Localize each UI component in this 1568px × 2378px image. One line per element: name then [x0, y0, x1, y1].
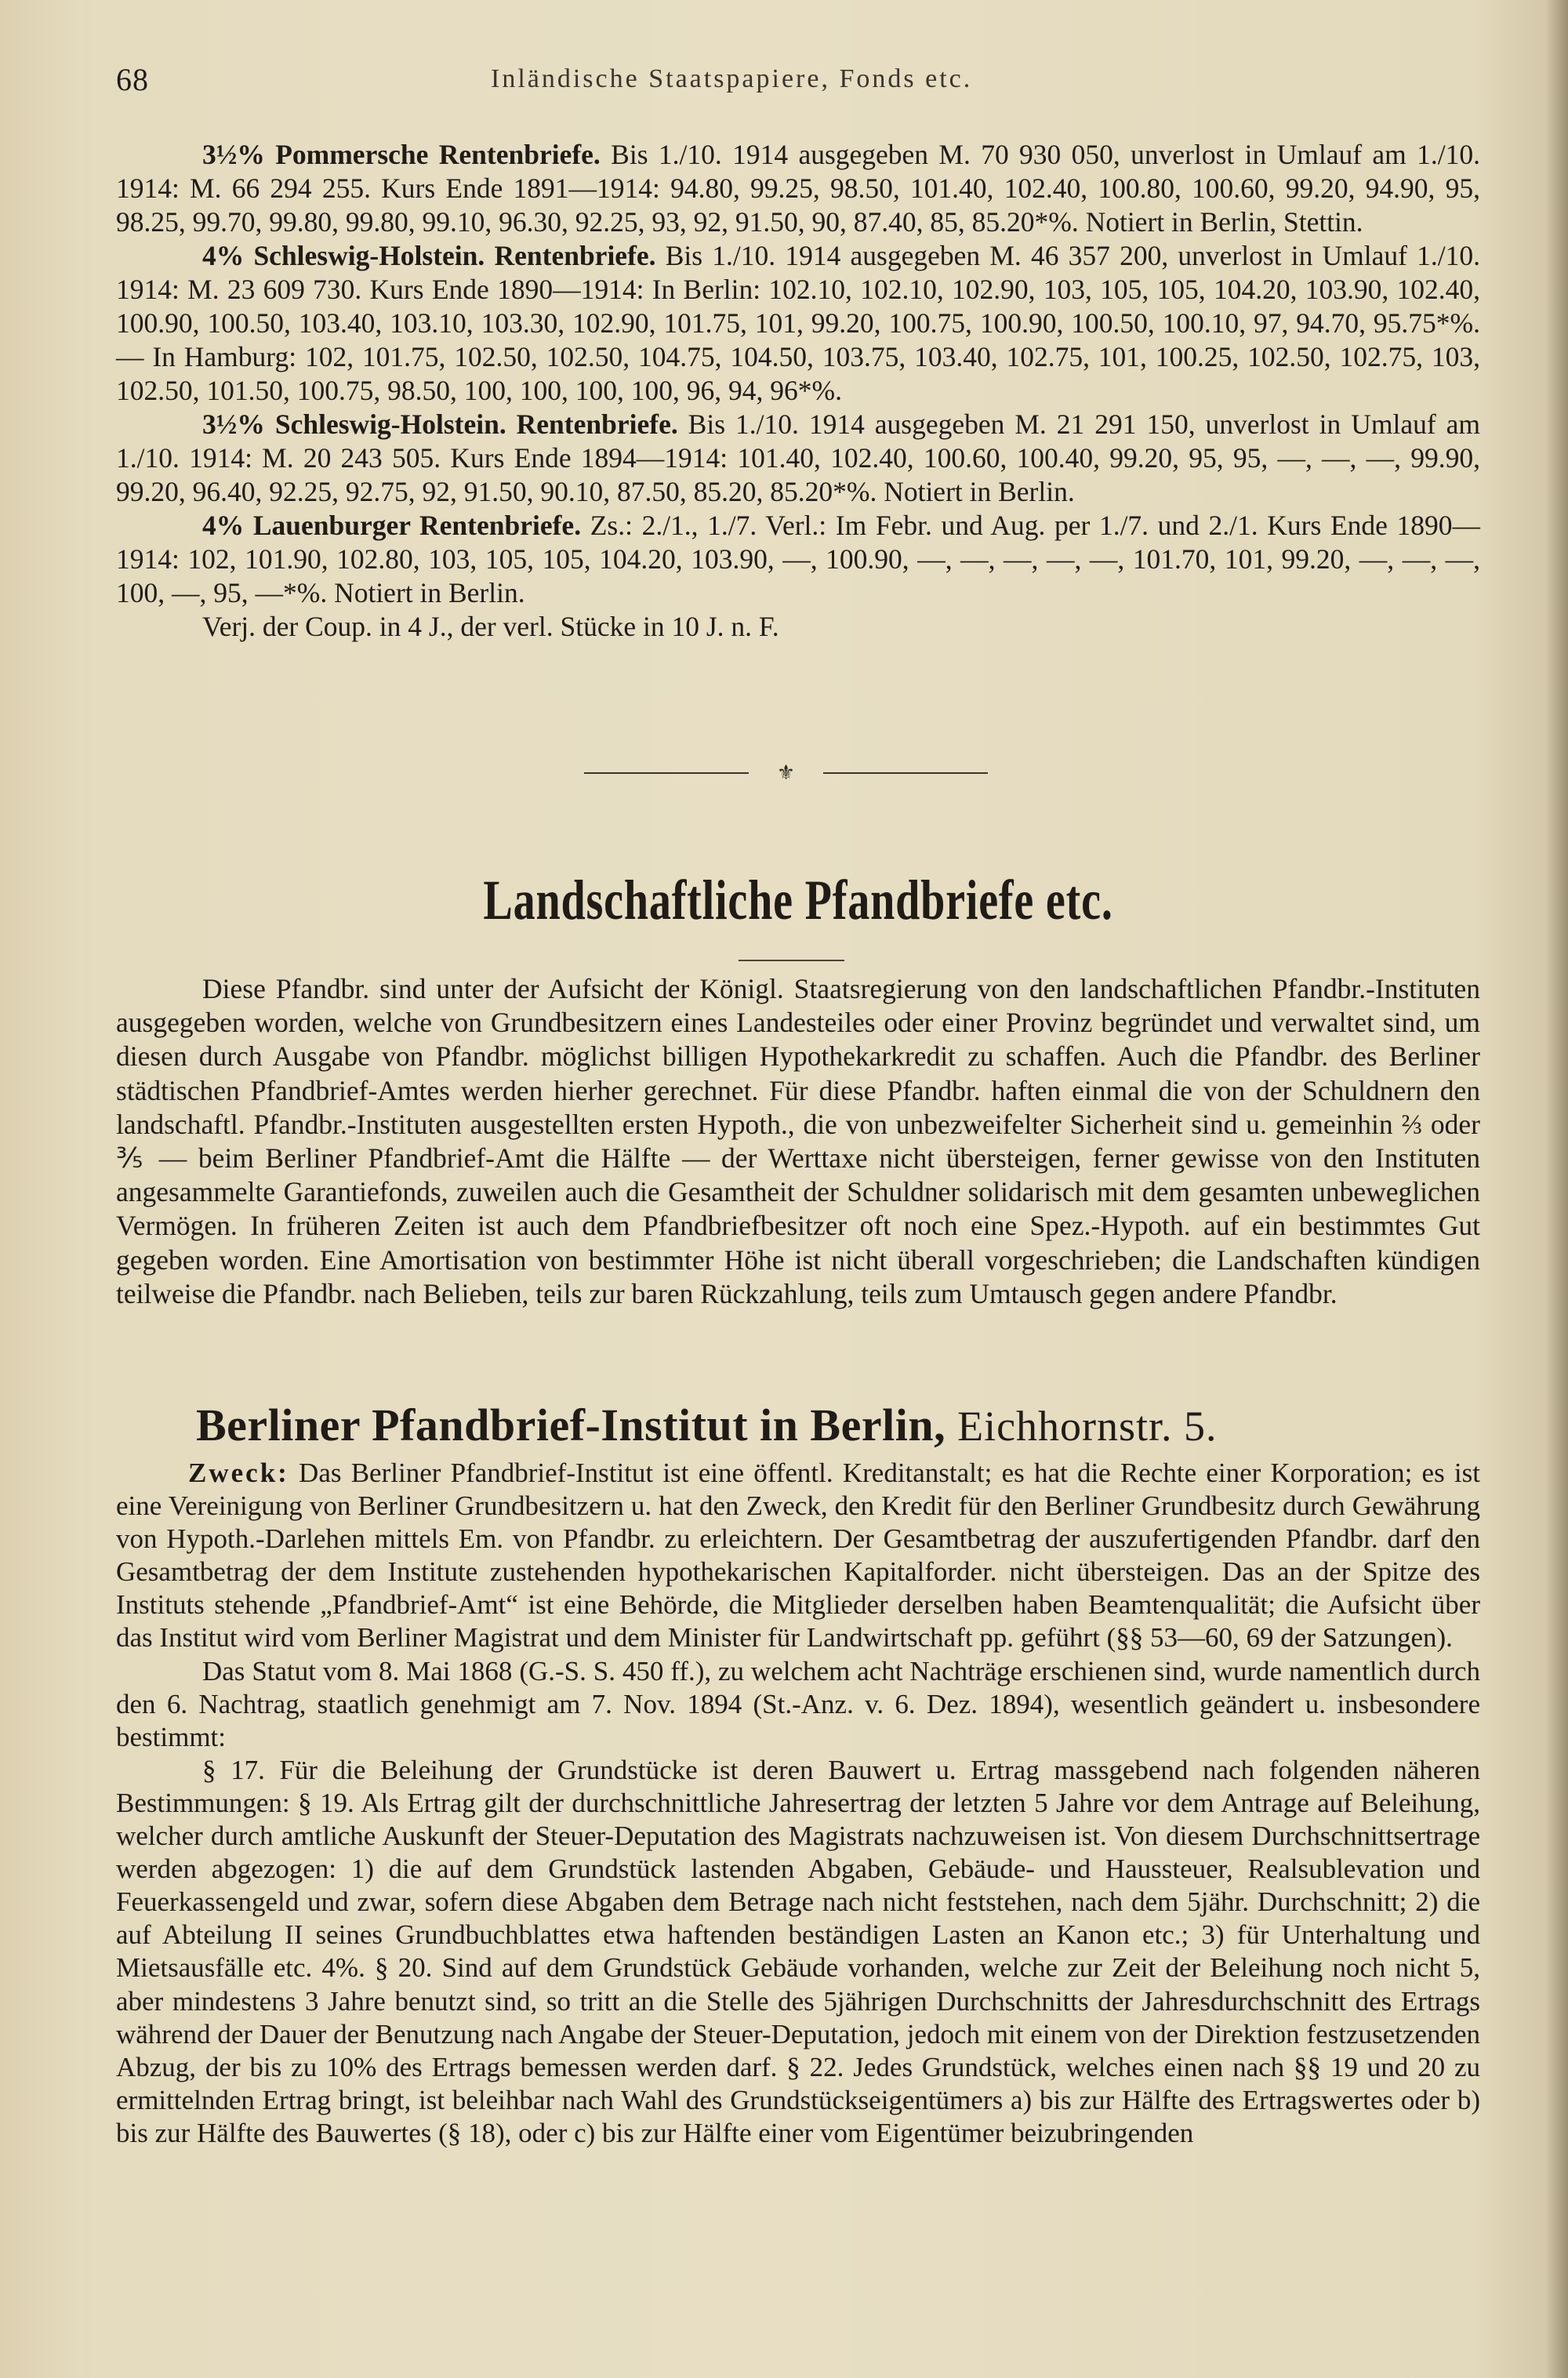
ornamental-divider: [584, 761, 988, 785]
paragraph-17: § 17. Für die Beleihung der Grundstücke ist deren Bauwert u. Ertrag massgebend nach folgenden näheren Bestimmungen: § 19. Als Ertrag gilt der durchschnittliche Jahresertrag der letzten 5 Jahre vor dem Antrage auf Beleihung, welcher durch amtliche Auskunft der Steuer-Deputation des Magistrats nachzuweisen ist. Von diesem Durchschnittsertrage werden abgezogen: 1) die auf dem Grundstück lastenden Abgaben, Gebäude- und Haussteuer, Realsublevation und Feuerkassengeld und zwar, sofern diese Abgaben dem Betrage nach nicht feststehen, nach dem 5jähr. Durchschnitt; 2) die auf Abteilung II seines Grundbuchblattes etwa haftenden beständigen Lasten an Kanon etc.; 3) für Unterhaltung und Mietsausfälle etc. 4%. § 20. Sind auf dem Grundstück Gebäude vorhanden, welche zur Zeit der Beleihung noch nicht 5, aber mindestens 3 Jahre benutzt sind, so tritt an die Stelle des 5jährigen Durchschnitts der Jahresdurchschnitt des Ertrags während der Dauer der Benutzung nach Angabe der Steuer-Deputation, jedoch mit einem von der Direktion festzusetzenden Abzug, der bis zu 10% des Ertrags bemessen werden darf. § 22. Jedes Grundstück, welches einen nach §§ 19 und 20 zu ermittelnden Ertrag bringt, ist beleihbar nach Wahl des Grundstückseigentümers a) bis zur Hälfte des Ertragswertes oder b) bis zur Hälfte des Bauwertes (§ 18), oder c) bis zur Hälfte einer vom Eigentümer beizubringenden: [116, 1754, 1480, 2148]
entry-lead: 4% Lauenburger Rentenbriefe.: [202, 510, 582, 541]
institute-body: [116, 1457, 1480, 2150]
entry-text: Bis 1./10. 1914 ausgegeben M. 21 291 150, unverlost in Umlauf am 1./10. 1914: M. 20 243 505. Kurs Ende 1894—1914: 101.40, 102.40, 100.60, 100.40, 99.20, 95, 95, —, —, —, 99.90, 99.20, 96.40, 92.25, 92.75, 92, 91.50, 90.10, 87.50, 85.20, 85.20*%. Notiert in Berlin.: [116, 408, 1480, 507]
section-intro: [116, 972, 1480, 1311]
institute-name: Berliner Pfandbrief-Institut in Berlin,: [196, 1400, 946, 1450]
section-title: Landschaftliche Pfandbriefe etc.: [483, 869, 1113, 931]
running-title: Inländische Staatspapiere, Fonds etc.: [491, 64, 973, 93]
entry-lead: 4% Schleswig-Holstein. Rentenbriefe.: [202, 240, 656, 271]
divider-line-right: [823, 772, 988, 774]
entry-text: Bis 1./10. 1914 ausgegeben M. 70 930 050, unverlost in Umlauf am 1./10. 1914: M. 66 294 255. Kurs Ende 1891—1914: 94.80, 99.25, 98.50, 101.40, 102.40, 100.80, 100.60, 99.20, 94.90, 95, 98.25, 99.70, 99.80, 99.80, 99.10, 96.30, 92.25, 93, 92, 91.50, 90, 87.40, 85, 85.20*%. Notiert in Berlin, Stettin.: [116, 139, 1480, 238]
institute-address: Eichhornstr. 5.: [957, 1403, 1218, 1450]
zweck-paragraph: [116, 1457, 1480, 1655]
entry-schleswig-3-5: [116, 408, 1480, 509]
entry-lauenburger: [116, 509, 1480, 610]
page-header: [116, 61, 1465, 108]
entry-lead: 3½% Schleswig-Holstein. Rentenbriefe.: [202, 408, 678, 440]
entry-pommersche: [116, 138, 1480, 239]
zweck-label: Zweck:: [188, 1458, 289, 1488]
statut-paragraph: Das Statut vom 8. Mai 1868 (G.-S. S. 450 ff.), zu welchem acht Nachträge erschienen sind, wurde namentlich durch den 6. Nachtrag, staatlich genehmigt am 7. Nov. 1894 (St.-Anz. v. 6. Dez. 1894), wesentlich geändert u. insbesondere bestimmt:: [116, 1655, 1480, 1752]
entry-lead: 3½% Pommersche Rentenbriefe.: [202, 139, 601, 170]
verjaehrung-note: Verj. der Coup. in 4 J., der verl. Stücke in 10 J. n. F.: [202, 611, 779, 642]
page-spine-shadow: [1546, 0, 1568, 2378]
zweck-text: Das Berliner Pfandbrief-Institut ist eine öffentl. Kreditanstalt; es hat die Rechte einer Korporation; es ist eine Vereinigung von Berliner Grundbesitzern u. hat den Zweck, den Kredit für den Berliner Grundbesitz durch Gewährung von Hypoth.-Darlehen mittels Em. von Pfandbr. zu erleichtern. Der Gesamtbetrag der auszufertigenden Pfandbr. darf den Gesamtbetrag der dem Institute zustehenden hypothekarischen Kapitalforder. nicht übersteigen. Das an der Spitze des Instituts stehende „Pfandbrief-Amt“ ist eine Behörde, die Mitglieder derselben haben Beamtenqualität; die Aufsicht über das Institut wird vom Berliner Magistrat und dem Minister für Landwirtschaft pp. geführt (§§ 53—60, 69 der Satzungen).: [116, 1458, 1480, 1654]
title-underline: [739, 960, 844, 961]
entry-text: Bis 1./10. 1914 ausgegeben M. 46 357 200, unverlost in Umlauf 1./10. 1914: M. 23 609 730. Kurs Ende 1890—1914: In Berlin: 102.10, 102.10, 102.90, 103, 105, 105, 104.20, 103.90, 102.40, 100.90, 100.50, 103.40, 103.10, 103.30, 102.90, 101.75, 101, 99.20, 100.75, 100.90, 100.50, 100.10, 97, 94.70, 95.75*%. — In Hamburg: 102, 101.75, 102.50, 102.50, 104.75, 104.50, 103.75, 103.40, 102.75, 101, 100.25, 102.50, 102.75, 103, 102.50, 101.50, 100.75, 98.50, 100, 100, 100, 100, 96, 94, 96*%.: [116, 240, 1481, 406]
rentenbriefe-block: [116, 138, 1480, 644]
page-number: 68: [116, 62, 149, 97]
entry-schleswig-4: [116, 239, 1480, 408]
entry-text: Zs.: 2./1., 1./7. Verl.: Im Febr. und Aug. per 1./7. und 2./1. Kurs Ende 1890—1914: 102, 101.90, 102.80, 103, 105, 105, 104.20, 103.90, —, 100.90, —, —, —, —, —, 101.70, 101, 99.20, —, —, —, 100, —, 95, —*%. Notiert in Berlin.: [116, 510, 1481, 608]
intro-paragraph: Diese Pfandbr. sind unter der Aufsicht der Königl. Staatsregierung von den landschaftlichen Pfandbr.-Instituten ausgegeben worden, welche von Grundbesitzern eines Landesteiles oder einer Provinz begründet und verwaltet sind, um diesen durch Ausgabe von Pfandbr. möglichst billigen Hypothekarkredit zu schaffen. Auch die Pfandbr. des Berliner städtischen Pfandbrief-Amtes werden hierher gerechnet. Für diese Pfandbr. haften einmal die von der Schuldnern den landschaftl. Pfandbr.-Instituten ausgestellten ersten Hypoth., die von unbezweifelter Sicherheit sind u. gemeinhin ⅔ oder ⅗ — beim Berliner Pfandbrief-Amt die Hälfte — der Werttaxe nicht übersteigen, ferner gewisse von den Instituten angesammelte Garantiefonds, zuweilen auch die Gesamtheit der Schuldner solidarisch mit dem gesamten unbeweglichen Vermögen. In früheren Zeiten ist auch dem Pfandbriefbesitzer oft noch eine Spez.-Hypoth. auf ein bestimmtes Gut gegeben worden. Eine Amortisation von bestimmter Höhe ist nicht überall vorgeschrieben; die Landschaften kündigen teilweise die Pfandbr. nach Belieben, teils zur baren Rückzahlung, teils zum Umtausch gegen andere Pfandbr.: [116, 973, 1480, 1309]
ornament-icon: ⚜: [776, 761, 796, 785]
divider-line-left: [584, 772, 749, 774]
institute-heading: [196, 1394, 1529, 1457]
